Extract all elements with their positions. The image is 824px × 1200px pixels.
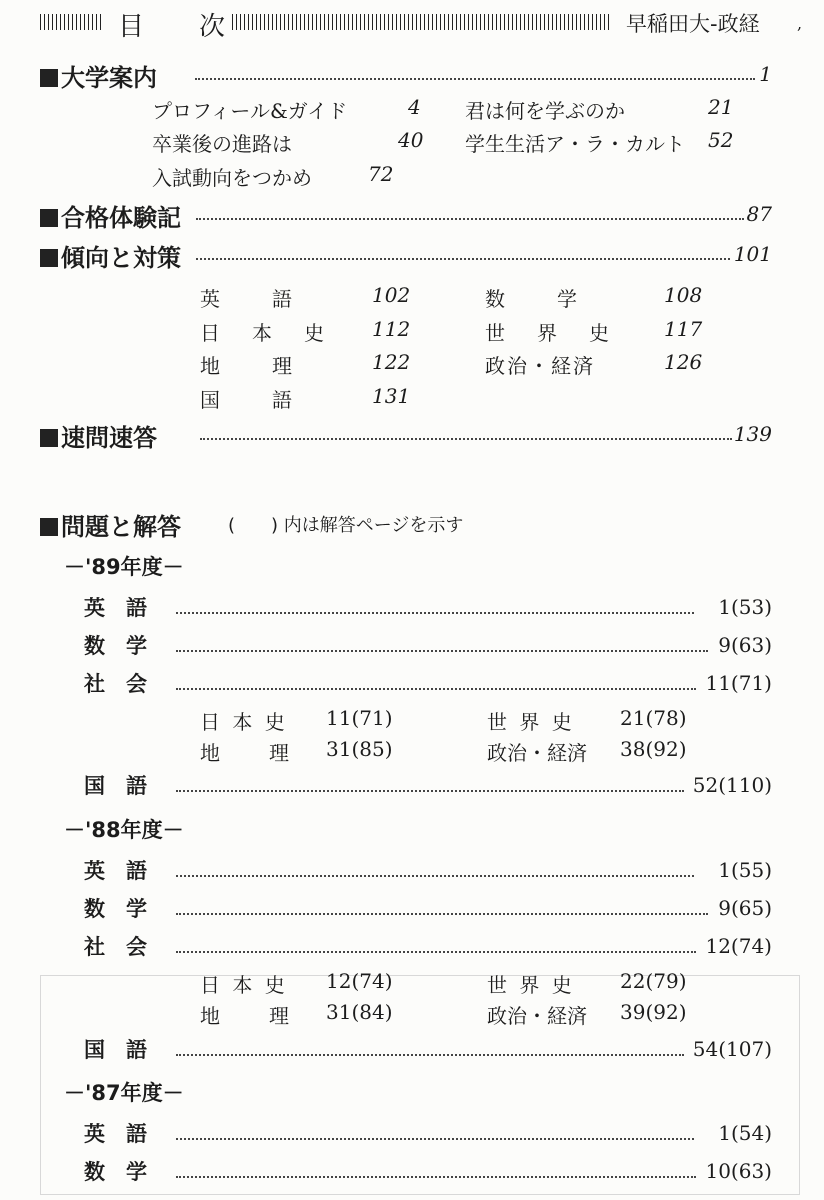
toc-item: 地 理 — [200, 741, 292, 765]
year-heading: －'87年度－ — [64, 1081, 184, 1105]
page-number: 101 — [733, 242, 772, 266]
header-hatch-right — [232, 14, 609, 30]
toc-item: 入試動向をつかめ — [152, 166, 312, 190]
header-hatch-left — [40, 14, 102, 30]
square-bullet-icon — [40, 429, 58, 447]
page-number: 112 — [372, 317, 411, 341]
page-number: 12(74) — [705, 934, 772, 958]
dot-leader — [196, 218, 744, 220]
toc-item: 数 学 — [485, 287, 581, 311]
dot-leader — [176, 1138, 694, 1140]
subject-label: 社 会 — [84, 672, 147, 696]
school-name: 早稲田大-政経 — [626, 12, 760, 36]
page-number: 38(92) — [620, 737, 687, 761]
page-number: 9(65) — [718, 896, 772, 920]
page-number: 108 — [664, 283, 703, 307]
page-number: 4 — [408, 95, 421, 119]
section-heading: 傾向と対策 — [40, 238, 181, 273]
subject-label: 国 語 — [84, 774, 147, 798]
section-heading: 速問速答 — [40, 418, 157, 453]
page-number: 21 — [708, 95, 734, 119]
header-mark: , — [797, 14, 803, 33]
dot-leader — [176, 1054, 684, 1056]
page-number: 9(63) — [718, 633, 772, 657]
page-number: 40 — [398, 128, 424, 152]
toc-item: 卒業後の進路は — [152, 132, 292, 156]
page-number: 52 — [708, 128, 734, 152]
dot-leader — [176, 650, 708, 652]
toc-item: プロフィール&ガイド — [152, 99, 348, 123]
square-bullet-icon — [40, 249, 58, 267]
page-number: 12(74) — [326, 969, 393, 993]
page-number: 11(71) — [326, 706, 393, 730]
section-note: ( ) 内は解答ページを示す — [228, 515, 464, 536]
toc-item: 地 理 — [200, 1004, 292, 1028]
page-number: 22(79) — [620, 969, 687, 993]
toc-item: 世 界 史 — [487, 710, 575, 734]
toc-item: 日 本 史 — [200, 710, 288, 734]
page-number: 31(84) — [326, 1000, 393, 1024]
dot-leader — [176, 913, 708, 915]
dot-leader — [196, 258, 730, 260]
page-number: 102 — [372, 283, 411, 307]
section-heading: 合格体験記 — [40, 198, 181, 233]
page-number: 122 — [372, 350, 411, 374]
toc-item: 地 理 — [200, 354, 296, 378]
dot-leader — [176, 951, 696, 953]
page-number: 1(53) — [718, 595, 772, 619]
subject-label: 数 学 — [84, 897, 147, 921]
section-heading: 大学案内 — [40, 58, 157, 93]
dot-leader — [200, 438, 732, 440]
subject-label: 英 語 — [84, 1122, 147, 1146]
square-bullet-icon — [40, 518, 58, 536]
square-bullet-icon — [40, 209, 58, 227]
page-number: 1 — [759, 62, 772, 86]
subject-label: 数 学 — [84, 634, 147, 658]
subject-label: 英 語 — [84, 859, 147, 883]
page-number: 39(92) — [620, 1000, 687, 1024]
page-number: 1(54) — [718, 1121, 772, 1145]
page-number: 131 — [372, 384, 411, 408]
square-bullet-icon — [40, 69, 58, 87]
toc-item: 日 本 史 — [200, 321, 330, 345]
page-number: 72 — [368, 162, 394, 186]
toc-item: 国 語 — [200, 388, 296, 412]
page-number: 117 — [664, 317, 703, 341]
toc-item: 政治・経済 — [487, 1004, 587, 1028]
toc-item: 学生生活ア・ラ・カルト — [465, 132, 685, 156]
toc-item: 世 界 史 — [487, 973, 575, 997]
dot-leader — [176, 688, 696, 690]
toc-item: 世 界 史 — [485, 321, 615, 345]
year-heading: －'88年度－ — [64, 818, 184, 842]
page-number: 10(63) — [705, 1159, 772, 1183]
dot-leader — [176, 790, 684, 792]
page-number: 11(71) — [705, 671, 772, 695]
section-heading: 問題と解答 — [40, 507, 181, 542]
page-number: 52(110) — [692, 773, 772, 797]
page-number: 54(107) — [692, 1037, 772, 1061]
subject-label: 英 語 — [84, 596, 147, 620]
page-number: 1(55) — [718, 858, 772, 882]
dot-leader — [176, 875, 694, 877]
page-number: 21(78) — [620, 706, 687, 730]
toc-item: 日 本 史 — [200, 973, 288, 997]
page-title: 目 次 — [118, 12, 227, 42]
dot-leader — [176, 612, 694, 614]
page-number: 126 — [664, 350, 703, 374]
toc-item: 英 語 — [200, 287, 296, 311]
year-heading: －'89年度－ — [64, 555, 184, 579]
page-number: 139 — [733, 422, 772, 446]
dot-leader — [176, 1176, 696, 1178]
page-number: 87 — [746, 202, 772, 226]
dot-leader — [195, 78, 755, 80]
toc-item: 政治・経済 — [487, 741, 587, 765]
subject-label: 数 学 — [84, 1160, 147, 1184]
page-number: 31(85) — [326, 737, 393, 761]
toc-item: 政治・経済 — [485, 354, 595, 378]
subject-label: 社 会 — [84, 935, 147, 959]
toc-item: 君は何を学ぶのか — [465, 99, 625, 123]
subject-label: 国 語 — [84, 1038, 147, 1062]
